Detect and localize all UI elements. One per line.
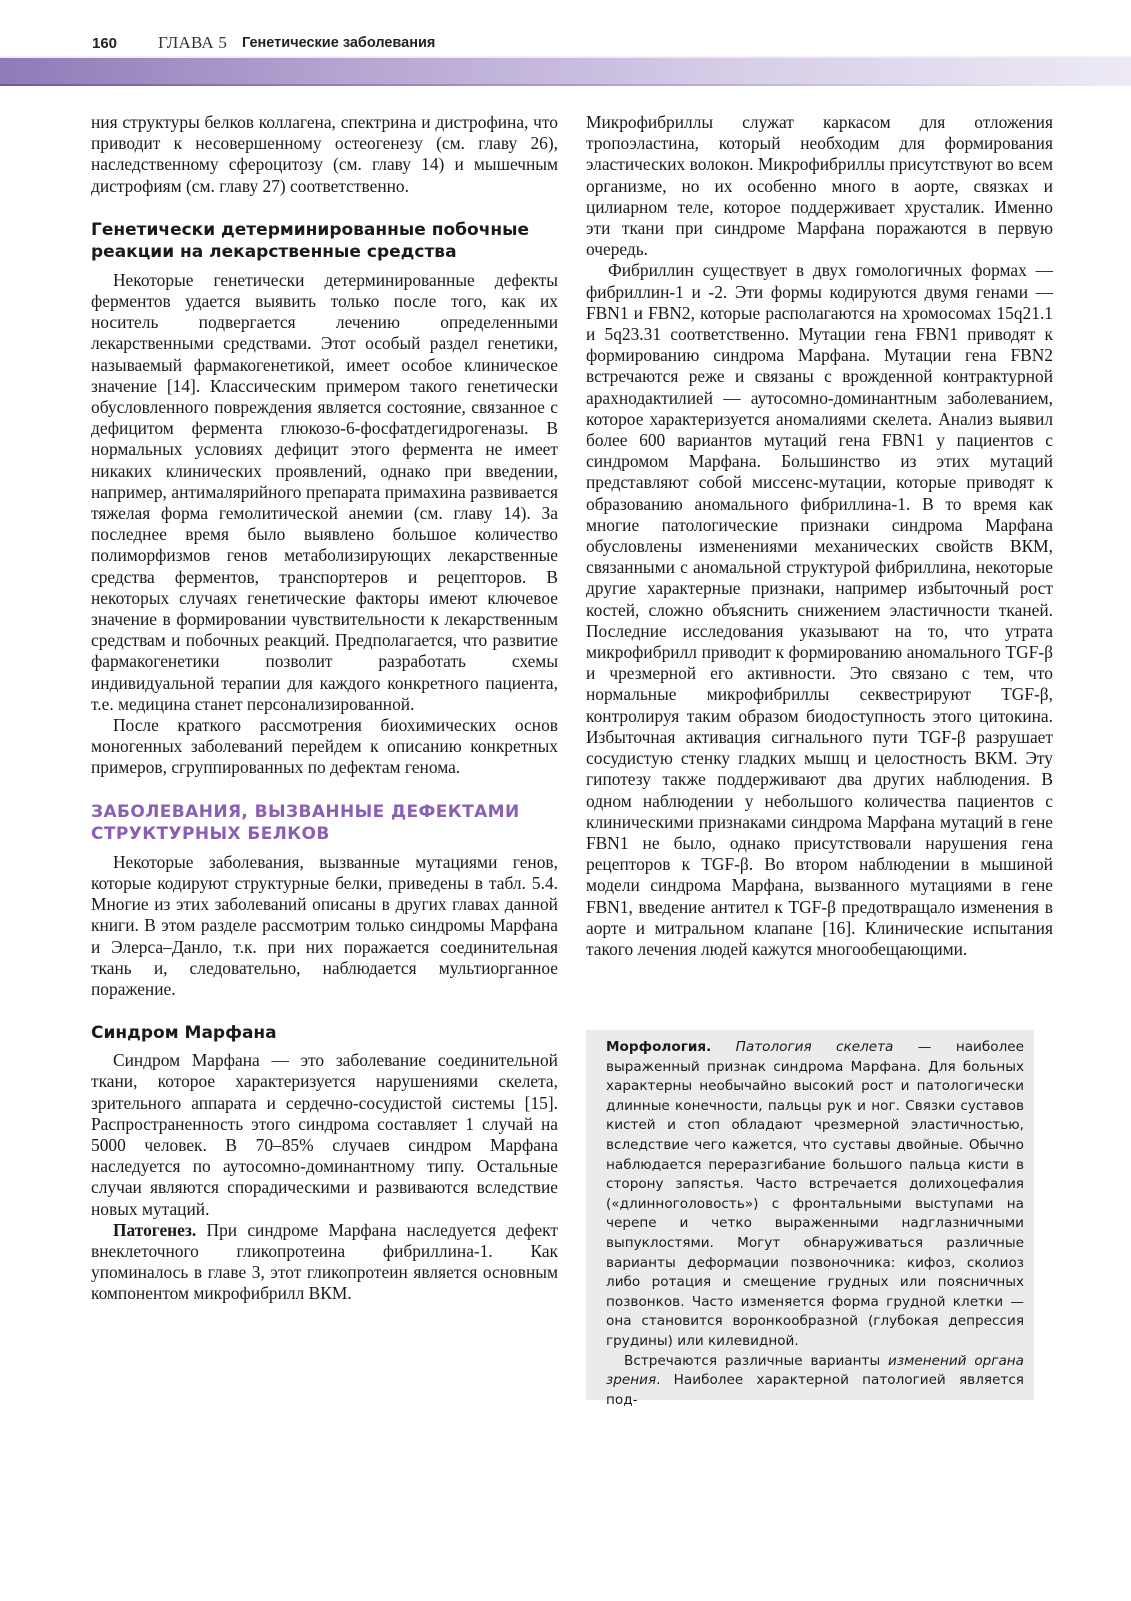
marfan-intro-paragraph: Синдром Марфана — это заболевание соединительной ткани, которое характеризуется нарушениями скелета, зрительного аппарата и сердечно-сосудистой системы [15]. Распространенность этого синдрома составляет 1 случай на 5000 человек. В 70–85% случаев синдром Марфана наследуется по аутосомно-доминантному типу. Остальные случаи являются спорадическими и развиваются вследствие новых мутаций.	[91, 1050, 558, 1219]
section-heading-pharmacogenetics: Генетически детерминированные побочные реакции на лекарственные средства	[91, 219, 530, 262]
left-column	[91, 112, 558, 1305]
transition-paragraph: После краткого рассмотрения биохимических основ моногенных заболеваний перейдем к описанию конкретных примеров, сгруппированных по дефектам генома.	[91, 715, 558, 778]
page-header	[0, 0, 1131, 86]
page-number: 160	[92, 35, 118, 52]
pathogenesis-paragraph	[91, 1220, 558, 1305]
pathogenesis-label: Патогенез.	[113, 1219, 197, 1240]
section-heading-structural-proteins: ЗАБОЛЕВАНИЯ, ВЫЗВАННЫЕ ДЕФЕКТАМИ СТРУКТУРНЫХ БЕЛКОВ	[91, 801, 520, 844]
header-band	[0, 58, 1131, 84]
structural-proteins-paragraph: Некоторые заболевания, вызванные мутациями генов, которые кодируют структурные белки, приведены в табл. 5.4. Многие из этих заболеваний описаны в других главах данной книги. В этом разделе рассмотрим только синдромы Марфана и Элерса–Данло, т.к. при них поражается соединительная ткань и, следовательно, наблюдается мультиорганное поражение.	[91, 851, 558, 999]
intro-paragraph: ния структуры белков коллагена, спектрина и дистрофина, что приводит к несовершенному остеогенезу (см. главу 26), наследственному сфероцитозу (см. главу 14) и мышечным дистрофиям (см. главу 27) соответственно.	[91, 112, 558, 196]
header-rule	[0, 84, 1131, 86]
chapter-title: Генетические заболевания	[242, 35, 436, 51]
section-heading-marfan: Синдром Марфана	[91, 1023, 277, 1044]
morphology-box	[586, 1030, 1034, 1408]
eye-text-end: . Наиболее характерной патологией является под-	[606, 1372, 1024, 1408]
pathogenesis-text: При синдроме Марфана наследуется дефект внеклеточного гликопротеина фибриллина-1. Как упоминалось в главе 3, этот гликопротеин является основным компонентом микрофибрилл ВКМ.	[91, 1219, 558, 1304]
pharmacogenetics-paragraph: Некоторые генетически детерминированные дефекты ферментов удается выявить только после того, как их носитель подвергается лечению определенными лекарственными средствами. Этот особый раздел генетики, называемый фармакогенетикой, имеет особое клиническое значение [14]. Классическим примером такого генетически обусловленного повреждения является состояние, связанное с дефицитом фермента глюкозо-6-фосфатдегидрогеназы. В нормальных условиях дефицит этого фермента не имеет никаких клинических проявлений, однако при введении, например, антималярийного препарата примахина развивается тяжелая форма гемолитической анемии (см. главу 14). За последнее время было выявлено большое количество полиморфизмов генов метаболизирующих лекарственные средства ферментов, транспортеров и рецепторов. В некоторых случаях генетические факторы имеют ключевое значение в формировании чувствительности к лекарственным средствам и побочных реакций. Предполагается, что развитие фармакогенетики позволит разработать схемы индивидуальной терапии для каждого конкретного пациента, т.е. медицина станет персонализированной.	[91, 269, 558, 714]
eye-text-start: Встречаются различные варианты	[624, 1352, 889, 1369]
morphology-paragraph	[606, 1038, 1024, 1352]
microfibrils-paragraph: Микрофибриллы служат каркасом для отложения тропоэластина, который необходим для формирования эластических волокон. Микрофибриллы присутствуют во всем организме, но их особенно много в аорте, связках и цилиарном теле, которое поддерживает хрусталик. Именно эти ткани при синдроме Марфана поражаются в первую очередь.	[586, 112, 1053, 260]
fibrillin-paragraph: Фибриллин существует в двух гомологичных формах — фибриллин-1 и -2. Эти формы кодируются двумя генами — FBN1 и FBN2, которые располагаются на хромосомах 15q21.1 и 5q23.31 соответственно. Мутации гена FBN1 приводят к формированию синдрома Марфана. Мутации гена FBN2 встречаются реже и связаны с врожденной контрактурной арахнодактилией — аутосомно-доминантным заболеванием, которое характеризуется аномалиями скелета. Анализ выявил более 600 вариантов мутаций гена FBN1 у пациентов с синдромом Марфана. Большинство из этих мутаций представляют собой миссенс-мутации, которые приводят к образованию аномального фибриллина-1. В то время как многие патологические признаки синдрома Марфана обусловлены изменениями механических свойств ВКМ, связанными с аномальной структурой фибриллина, некоторые другие характерные признаки, например избыточный рост костей, сложно объяснить снижением эластичности тканей. Последние исследования указывают на то, что утрата микрофибрилл приводит к формированию аномального TGF-β и чрезмерной его активности. Это связано с тем, что нормальные микрофибриллы секвестрируют TGF-β, контролируя таким образом биодоступность этого цитокина. Избыточная активация сигнального пути TGF-β разрушает сосудистую стенку гладких мышц и целостность ВКМ. Эту гипотезу также поддерживают два других наблюдения. В одном наблюдении у небольшого количества пациентов с клиническими признаками синдрома Марфана мутаций в гене FBN1 не было, однако присутствовали нарушения гена рецепторов к TGF-β. Во втором наблюдении в мышиной модели синдрома Марфана, вызванного мутациями в гене FBN1, введение антител к TGF-β предотвращало изменения в аорте и митральном клапане [16]. Клинические испытания такого лечения людей кажутся многообещающими.	[586, 260, 1053, 959]
right-column	[586, 112, 1053, 960]
eye-term: изменений органа зрения	[606, 1352, 1025, 1389]
chapter-label: ГЛАВА 5	[158, 33, 228, 52]
morphology-label: Морфология.	[606, 1039, 712, 1055]
eye-paragraph	[606, 1352, 1024, 1411]
morphology-text: — наиболее выраженный признак синдрома Марфана. Для больных характерны необычайно высокий рост и патологически длинные конечности, пальцы рук и ног. Связки суставов кистей и стоп обладают чрезмерной эластичностью, вследствие чего кажется, что суставы двойные. Обычно наблюдается переразгибание большого пальца кисти в сторону запястья. Часто встречается долихоцефалия («длинноголовость») с фронтальными выступами на черепе и четко выраженными надглазничными выпуклостями. Могут обнаруживаться различные варианты деформации позвоночника: кифоз, сколиоз либо ротация и смещение грудных или поясничных позвонков. Часто изменяется форма грудной клетки — она становится воронкообразной (глубокая депрессия грудины) или килевидной.	[606, 1039, 1024, 1349]
morphology-term: Патология скелета	[735, 1039, 894, 1055]
